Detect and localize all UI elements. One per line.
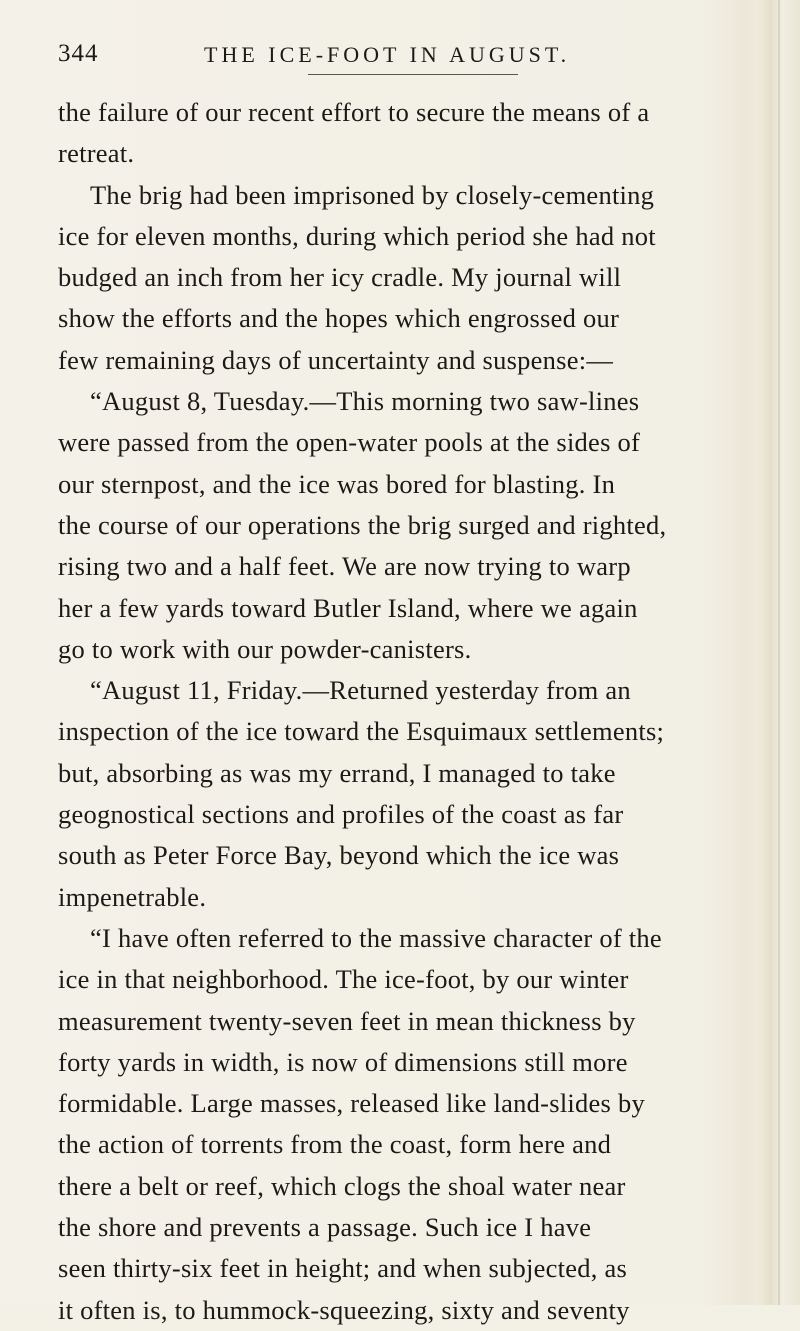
text-line: the shore and prevents a passage. Such ice I have	[58, 1212, 592, 1243]
text-line: ice in that neighborhood. The ice-foot, by our winter	[58, 964, 629, 995]
text-line: south as Peter Force Bay, beyond which the ice was	[58, 840, 620, 871]
page-header	[58, 40, 758, 80]
text-line: seen thirty-six feet in height; and when subjected, as	[58, 1253, 628, 1284]
text-line: budged an inch from her icy cradle. My journal will	[58, 262, 622, 293]
running-head: THE ICE-FOOT IN AUGUST.	[204, 42, 571, 67]
text-line: the failure of our recent effort to secure the means of a	[58, 97, 650, 127]
text-line: go to work with our powder-canisters.	[58, 633, 472, 664]
text-line: few remaining days of uncertainty and suspense:—	[58, 344, 614, 375]
text-line: but, absorbing as was my errand, I managed to take	[58, 757, 616, 788]
text-line: “August 11, Friday.—Returned yesterday from an	[90, 675, 631, 706]
text-line: retreat.	[58, 138, 135, 169]
text-line: show the efforts and the hopes which engrossed our	[58, 303, 620, 334]
text-line: the course of our operations the brig surged and righted,	[58, 509, 667, 540]
text-line: geognostical sections and profiles of the coast as far	[58, 799, 624, 830]
text-line: impenetrable.	[58, 881, 207, 912]
text-line: forty yards in width, is now of dimensions still more	[58, 1046, 628, 1077]
text-line: our sternpost, and the ice was bored for blasting. In	[58, 468, 616, 499]
body-text	[58, 92, 758, 1331]
text-line: ice for eleven months, during which period she had not	[58, 220, 656, 251]
text-line: formidable. Large masses, released like land-slides by	[58, 1088, 645, 1119]
text-line: were passed from the open-water pools at the sides of	[58, 427, 641, 458]
text-line: there a belt or reef, which clogs the shoal water near	[58, 1170, 626, 1201]
page-edge-line	[778, 0, 780, 1305]
text-line: “August 8, Tuesday.—This morning two saw-lines	[90, 386, 640, 417]
page-number: 344	[58, 40, 99, 67]
header-rule	[308, 74, 518, 75]
text-line: inspection of the ice toward the Esquimaux settlements;	[58, 716, 665, 747]
text-line: the action of torrents from the coast, form here and	[58, 1129, 612, 1160]
text-line: measurement twenty-seven feet in mean thickness by	[58, 1005, 636, 1036]
text-line: rising two and a half feet. We are now trying to warp	[58, 551, 631, 582]
text-line: it often is, to hummock-squeezing, sixty and seventy	[58, 1294, 630, 1325]
text-line: “I have often referred to the massive character of the	[90, 922, 662, 953]
text-line: her a few yards toward Butler Island, where we again	[58, 592, 638, 623]
text-line: The brig had been imprisoned by closely-cementing	[90, 179, 655, 210]
